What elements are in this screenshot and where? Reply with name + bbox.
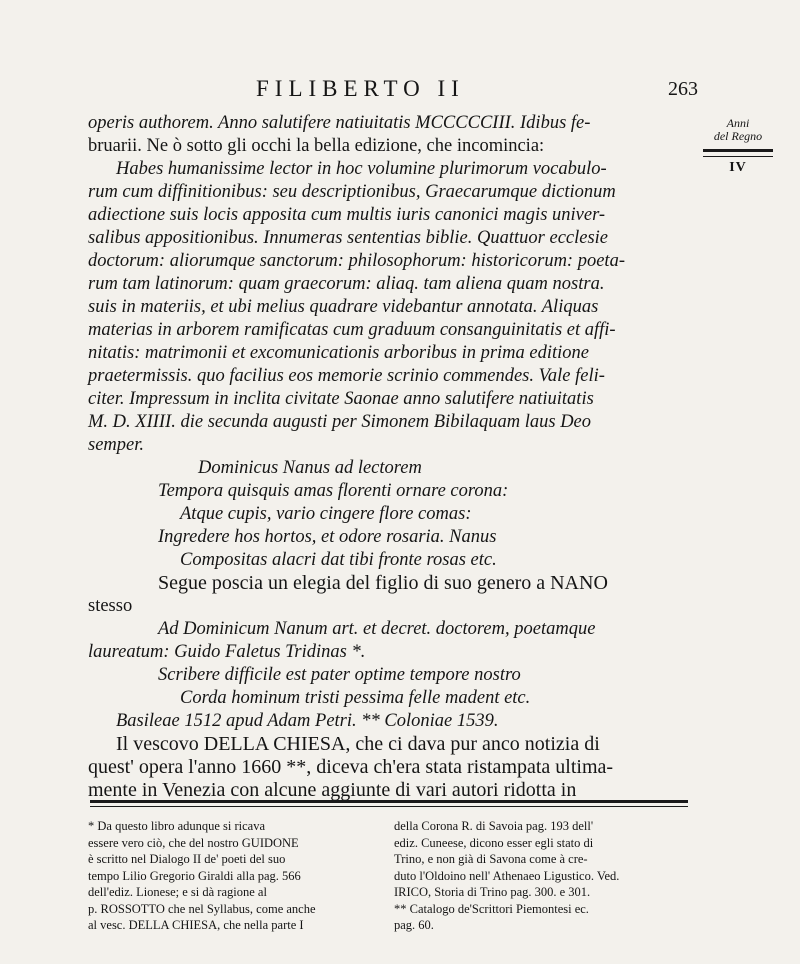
body-line: doctorum: aliorumque sanctorum: philosophorum: historicorum: poeta- [88,251,625,271]
running-head [88,76,698,104]
footnote-line: è scritto nel Dialogo II de' poeti del suo [88,852,286,866]
footnote-line: * Da questo libro adunque si ricava [88,819,266,833]
margin-note-line2: del Regno [713,129,763,143]
body-line: M. D. XIIII. die secunda augusti per Simonem Bibilaquam laus Deo [88,412,592,432]
body-line: Scribere difficile est pater optime tempore nostro [158,665,521,685]
body-line: salibus appositionibus. Innumeras sententias biblie. Quattuor ecclesie [88,228,609,248]
body-line: citer. Impressum in inclita civitate Saonae anno salutifere natiuitatis [88,389,594,409]
body-line: materias in arborem ramificatas cum graduum consanguinitatis et affi- [88,320,616,340]
page-number: 263 [668,78,698,100]
footnote-line: IRICO, Storia di Trino pag. 300. e 301. [394,885,591,899]
footnote-line: tempo Lilio Gregorio Giraldi alla pag. 566 [88,868,301,883]
body-text [88,112,688,802]
footnote-line: p. ROSSOTTO che nel Syllabus, come anche [88,901,316,916]
margin-note-line1: Anni [726,116,750,130]
footnote-line: Trino, e non già di Savona come à cre- [394,852,588,866]
margin-note [703,117,773,174]
footnote-line: ediz. Cuneese, dicono esser egli stato di [394,835,594,850]
body-line: Il vescovo DELLA CHIESA, che ci dava pur anco notizia di [116,733,600,755]
body-line: semper. [88,435,145,455]
footnote-line: della Corona R. di Savoia pag. 193 dell' [394,819,594,833]
footnotes-left-column [88,818,378,934]
margin-rule-thin [703,156,773,157]
body-line: suis in materiis, et ubi melius quadrare videbantur annotata. Aliquas [88,297,599,317]
body-line: Tempora quisquis amas florenti ornare corona: [158,481,509,501]
body-line: adiectione suis locis apposita cum multis iuris canonici magis univer- [88,205,606,225]
footnote-line: pag. 60. [394,918,434,932]
footnote-line: essere vero ciò, che del nostro GUIDONE [88,835,299,850]
body-line: laureatum: Guido Faletus Tridinas *. [88,642,366,662]
footnote-line: ** Catalogo de'Scrittori Piemontesi ec. [394,901,589,916]
body-line: Dominicus Nanus ad lectorem [198,458,422,478]
body-line: rum cum diffinitionibus: seu descriptionibus, Graecarumque dictionum [88,182,616,202]
body-line: stesso [88,596,133,616]
body-line: Habes humanissime lector in hoc volumine plurimorum vocabulo- [116,159,607,179]
body-line: Ad Dominicum Nanum art. et decret. doctorem, poetamque [158,619,596,639]
body-line: operis authorem. Anno salutifere natiuitatis MCCCCCIII. Idibus fe- [88,113,591,133]
body-line: Atque cupis, vario cingere flore comas: [180,504,472,524]
body-line: Ingredere hos hortos, et odore rosaria. Nanus [158,527,497,547]
footnote-line: dell'ediz. Lionese; e si dà ragione al [88,885,267,899]
footnotes-right-column [394,818,684,934]
body-line: nitatis: matrimonii et excomunicationis arboribus in prima editione [88,343,590,363]
body-line: mente in Venezia con alcune aggiunte di vari autori ridotta in [88,779,577,801]
body-line: Corda hominum tristi pessima felle madent etc. [180,688,531,708]
footnote-line: al vesc. DELLA CHIESA, che nella parte I [88,918,304,932]
body-line: bruarii. Ne ò sotto gli occhi la bella edizione, che incomincia: [88,136,545,156]
body-line: rum tam latinorum: quam graecorum: aliaq. tam aliena quam nostra. [88,274,605,294]
body-line: praetermissis. quo facilius eos memorie scrinio commendes. Vale feli- [88,366,605,386]
footnote-rule [90,800,688,803]
body-line: Segue poscia un elegia del figlio di suo genero a NANO [158,572,608,594]
margin-note-roman: IV [729,160,747,175]
body-line: Compositas alacri dat tibi fronte rosas etc. [180,550,497,570]
footnote-line: duto l'Oldoino nell' Athenaeo Ligustico. Ved. [394,868,620,883]
running-title: FILIBERTO II [256,76,465,101]
body-line: Basileae 1512 apud Adam Petri. ** Coloniae 1539. [116,711,499,731]
body-line: quest' opera l'anno 1660 **, diceva ch'era stata ristampata ultima- [88,756,614,778]
margin-rule [703,149,773,152]
